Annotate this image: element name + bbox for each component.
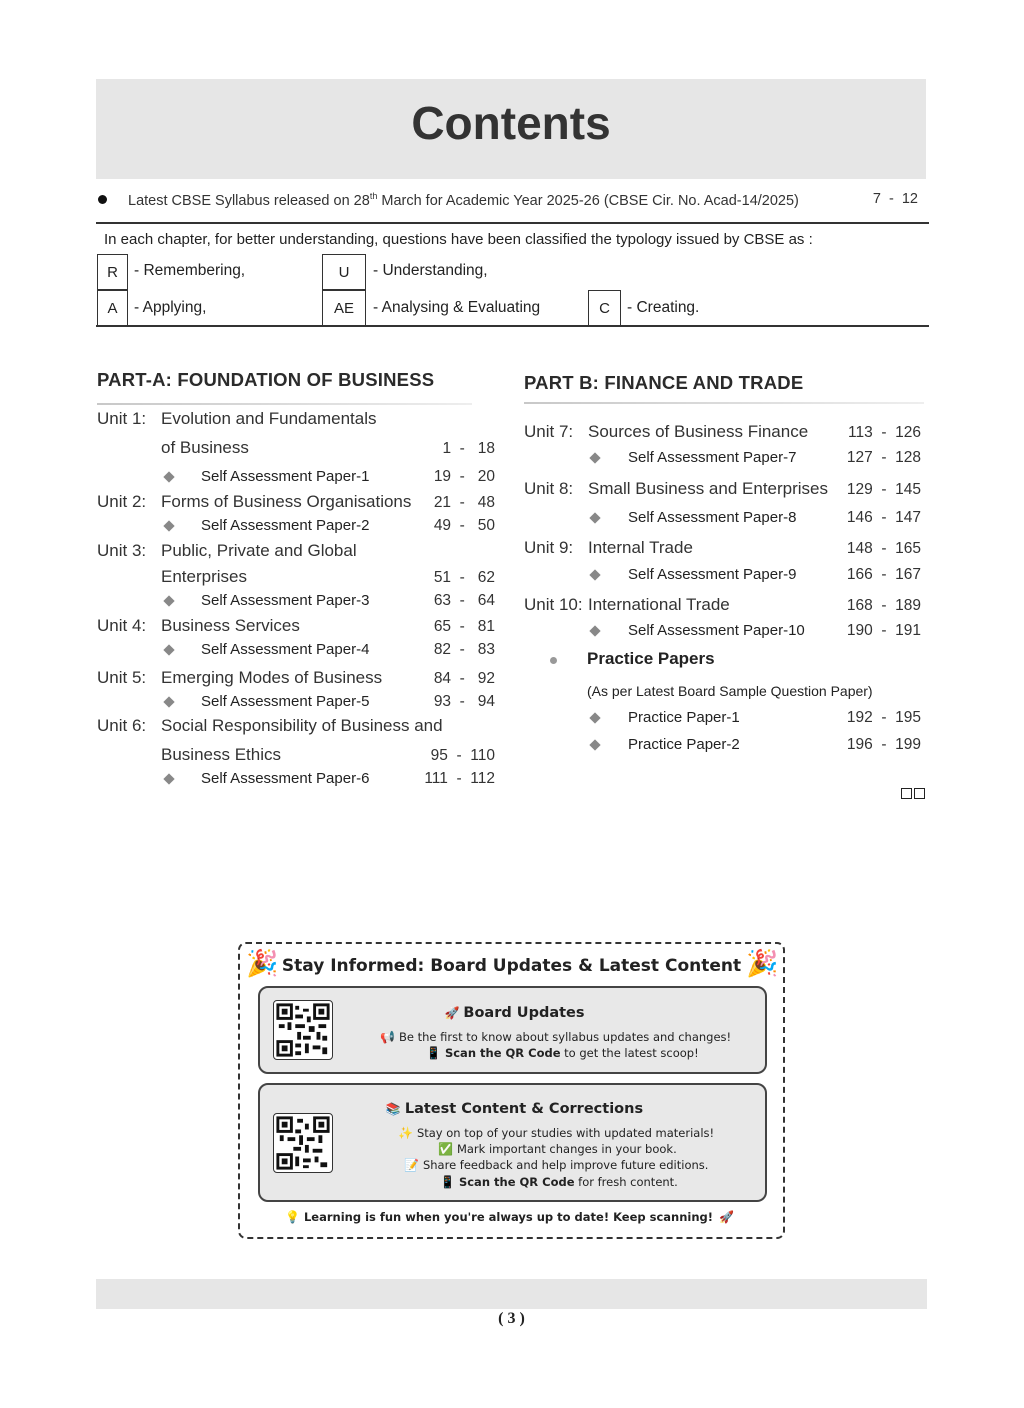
- diamond-bullet-icon: [163, 471, 174, 482]
- divider: [96, 325, 929, 327]
- end-mark-icon: [901, 786, 927, 804]
- latest-content-line: ✅ Mark important changes in your book.: [438, 1142, 677, 1156]
- unit-label: Unit 1:: [97, 409, 147, 428]
- unit-label: Unit 2:: [97, 492, 147, 511]
- practice-paper-label: Practice Paper-2: [628, 736, 740, 753]
- board-updates-card: [258, 986, 767, 1074]
- latest-content-line: 📝 Share feedback and help improve future editions.: [404, 1158, 709, 1172]
- sap-label: Self Assessment Paper-8: [628, 509, 797, 526]
- page-number: ( 3 ): [498, 1310, 525, 1327]
- party-popper-icon: 🎉: [746, 948, 779, 978]
- syllabus-row: [96, 190, 926, 214]
- sap-pages: 190 - 191: [846, 622, 921, 639]
- sap-pages: 19 - 20: [433, 468, 495, 485]
- unit-label: Unit 3:: [97, 541, 147, 560]
- part-b-heading: PART B: FINANCE AND TRADE: [524, 372, 804, 393]
- diamond-bullet-icon: [589, 569, 600, 580]
- unit-pages: 168 - 189: [846, 597, 921, 614]
- typology-intro: In each chapter, for better understanding, questions have been classified the typology issued by CBSE as :: [104, 231, 813, 248]
- sparkles-icon: ✨: [398, 1126, 413, 1140]
- divider: [96, 222, 929, 224]
- unit-title: Social Responsibility of Business and: [161, 716, 443, 735]
- sap-label: Self Assessment Paper-5: [201, 693, 370, 710]
- diamond-bullet-icon: [589, 625, 600, 636]
- phone-icon: 📱: [440, 1175, 455, 1189]
- diamond-bullet-icon: [589, 512, 600, 523]
- practice-paper-pages: 196 - 199: [846, 736, 921, 753]
- diamond-bullet-icon: [163, 773, 174, 784]
- diamond-bullet-icon: [589, 452, 600, 463]
- unit-pages: 129 - 145: [846, 481, 921, 498]
- diamond-bullet-icon: [163, 520, 174, 531]
- unit-label: Unit 6:: [97, 716, 147, 735]
- sap-pages: 166 - 167: [846, 566, 921, 583]
- sap-label: Self Assessment Paper-10: [628, 622, 805, 639]
- unit-label: Unit 10:: [524, 595, 583, 614]
- lightbulb-icon: 💡: [285, 1210, 300, 1224]
- latest-content-scan-line: 📱 Scan the QR Code for fresh content.: [440, 1175, 678, 1189]
- latest-content-card: [258, 1083, 767, 1202]
- unit-title: Small Business and Enterprises: [588, 479, 829, 498]
- practice-papers-heading: Practice Papers: [587, 649, 715, 668]
- practice-paper-pages: 192 - 195: [846, 709, 921, 726]
- unit-pages: 95 - 110: [430, 747, 495, 764]
- unit-label: Unit 9:: [524, 538, 574, 557]
- diamond-bullet-icon: [163, 696, 174, 707]
- latest-content-line: ✨ Stay on top of your studies with updated materials!: [398, 1126, 715, 1140]
- info-box-title: Stay Informed: Board Updates & Latest Content: [281, 956, 742, 976]
- unit-title: Business Services: [161, 616, 300, 635]
- board-updates-scan-line: 📱 Scan the QR Code to get the latest scoop!: [426, 1046, 699, 1060]
- sap-pages: 127 - 128: [846, 449, 921, 466]
- rocket-icon: 🚀: [719, 1210, 734, 1224]
- unit-label: Unit 8:: [524, 479, 574, 498]
- books-icon: 📚: [385, 1102, 401, 1116]
- unit-title-cont: Business Ethics: [161, 745, 281, 764]
- board-updates-line: 📢 Be the first to know about syllabus updates and changes!: [380, 1030, 732, 1044]
- practice-papers-note: (As per Latest Board Sample Question Paper): [587, 683, 873, 699]
- board-updates-heading: 🚀 Board Updates: [444, 1005, 585, 1021]
- sap-label: Self Assessment Paper-7: [628, 449, 797, 466]
- typology-label-u: - Understanding,: [373, 262, 488, 279]
- unit-pages: 65 - 81: [433, 618, 495, 635]
- page-title: Contents: [411, 97, 611, 149]
- part-a-heading: PART-A: FOUNDATION OF BUSINESS: [97, 369, 435, 390]
- unit-pages: 113 - 126: [848, 424, 921, 441]
- sap-pages: 49 - 50: [433, 517, 495, 534]
- sap-pages: 146 - 147: [846, 509, 921, 526]
- unit-title: Forms of Business Organisations: [161, 492, 412, 511]
- sap-label: Self Assessment Paper-1: [201, 468, 370, 485]
- unit-pages: 51 - 62: [433, 569, 495, 586]
- typology-code-u: U: [322, 254, 366, 290]
- bullet-icon: [550, 657, 557, 664]
- unit-title: International Trade: [588, 595, 730, 614]
- sap-label: Self Assessment Paper-9: [628, 566, 797, 583]
- unit-title: Internal Trade: [588, 538, 693, 557]
- sap-label: Self Assessment Paper-2: [201, 517, 370, 534]
- info-box-footer: 💡 Learning is fun when you're always up to date! Keep scanning! 🚀: [285, 1210, 734, 1224]
- unit-label: Unit 4:: [97, 616, 147, 635]
- typology-label-c: - Creating.: [627, 299, 700, 316]
- unit-label: Unit 7:: [524, 422, 574, 441]
- part-a-rule: [97, 403, 472, 405]
- unit-title: Emerging Modes of Business: [161, 668, 383, 687]
- typology-code-ae: AE: [322, 290, 366, 326]
- typology-code-r: R: [97, 254, 128, 290]
- unit-label: Unit 5:: [97, 668, 147, 687]
- unit-title: Public, Private and Global: [161, 541, 357, 560]
- latest-content-heading: 📚 Latest Content & Corrections: [385, 1101, 644, 1117]
- diamond-bullet-icon: [589, 712, 600, 723]
- sap-label: Self Assessment Paper-6: [201, 770, 370, 787]
- unit-title-cont: of Business: [161, 438, 249, 457]
- unit-title: Evolution and Fundamentals: [161, 409, 377, 428]
- bullet-icon: [98, 195, 107, 204]
- unit-pages: 1 - 18: [442, 440, 495, 457]
- sap-pages: 93 - 94: [433, 693, 495, 710]
- unit-title: Sources of Business Finance: [588, 422, 809, 441]
- sap-pages: 82 - 83: [433, 641, 495, 658]
- typology-label-r: - Remembering,: [134, 262, 246, 279]
- checkmark-icon: ✅: [438, 1142, 453, 1156]
- typology-code-a: A: [97, 290, 128, 326]
- sap-pages: 111 - 112: [424, 770, 495, 787]
- megaphone-icon: 📢: [380, 1030, 395, 1044]
- qr-code-icon[interactable]: [273, 1113, 333, 1173]
- diamond-bullet-icon: [163, 644, 174, 655]
- diamond-bullet-icon: [163, 595, 174, 606]
- diamond-bullet-icon: [589, 739, 600, 750]
- syllabus-pages: 7 - 12: [872, 191, 918, 207]
- memo-icon: 📝: [404, 1158, 419, 1172]
- sap-label: Self Assessment Paper-4: [201, 641, 370, 658]
- typology-label-ae: - Analysing & Evaluating: [373, 299, 541, 316]
- unit-pages: 84 - 92: [433, 670, 495, 687]
- syllabus-text: Latest CBSE Syllabus released on 28th March for Academic Year 2025-26 (CBSE Cir. No. Acad-14/2025): [128, 191, 799, 209]
- rocket-icon: 🚀: [444, 1006, 460, 1020]
- footer-band: [96, 1279, 927, 1309]
- unit-pages: 148 - 165: [846, 540, 921, 557]
- practice-paper-label: Practice Paper-1: [628, 709, 740, 726]
- part-b-rule: [524, 402, 924, 404]
- sap-pages: 63 - 64: [433, 592, 495, 609]
- unit-pages: 21 - 48: [433, 494, 495, 511]
- typology-code-c: C: [588, 290, 621, 326]
- party-popper-icon: 🎉: [246, 948, 279, 978]
- sap-label: Self Assessment Paper-3: [201, 592, 370, 609]
- typology-label-a: - Applying,: [134, 299, 207, 316]
- phone-icon: 📱: [426, 1046, 441, 1060]
- unit-title-cont: Enterprises: [161, 567, 247, 586]
